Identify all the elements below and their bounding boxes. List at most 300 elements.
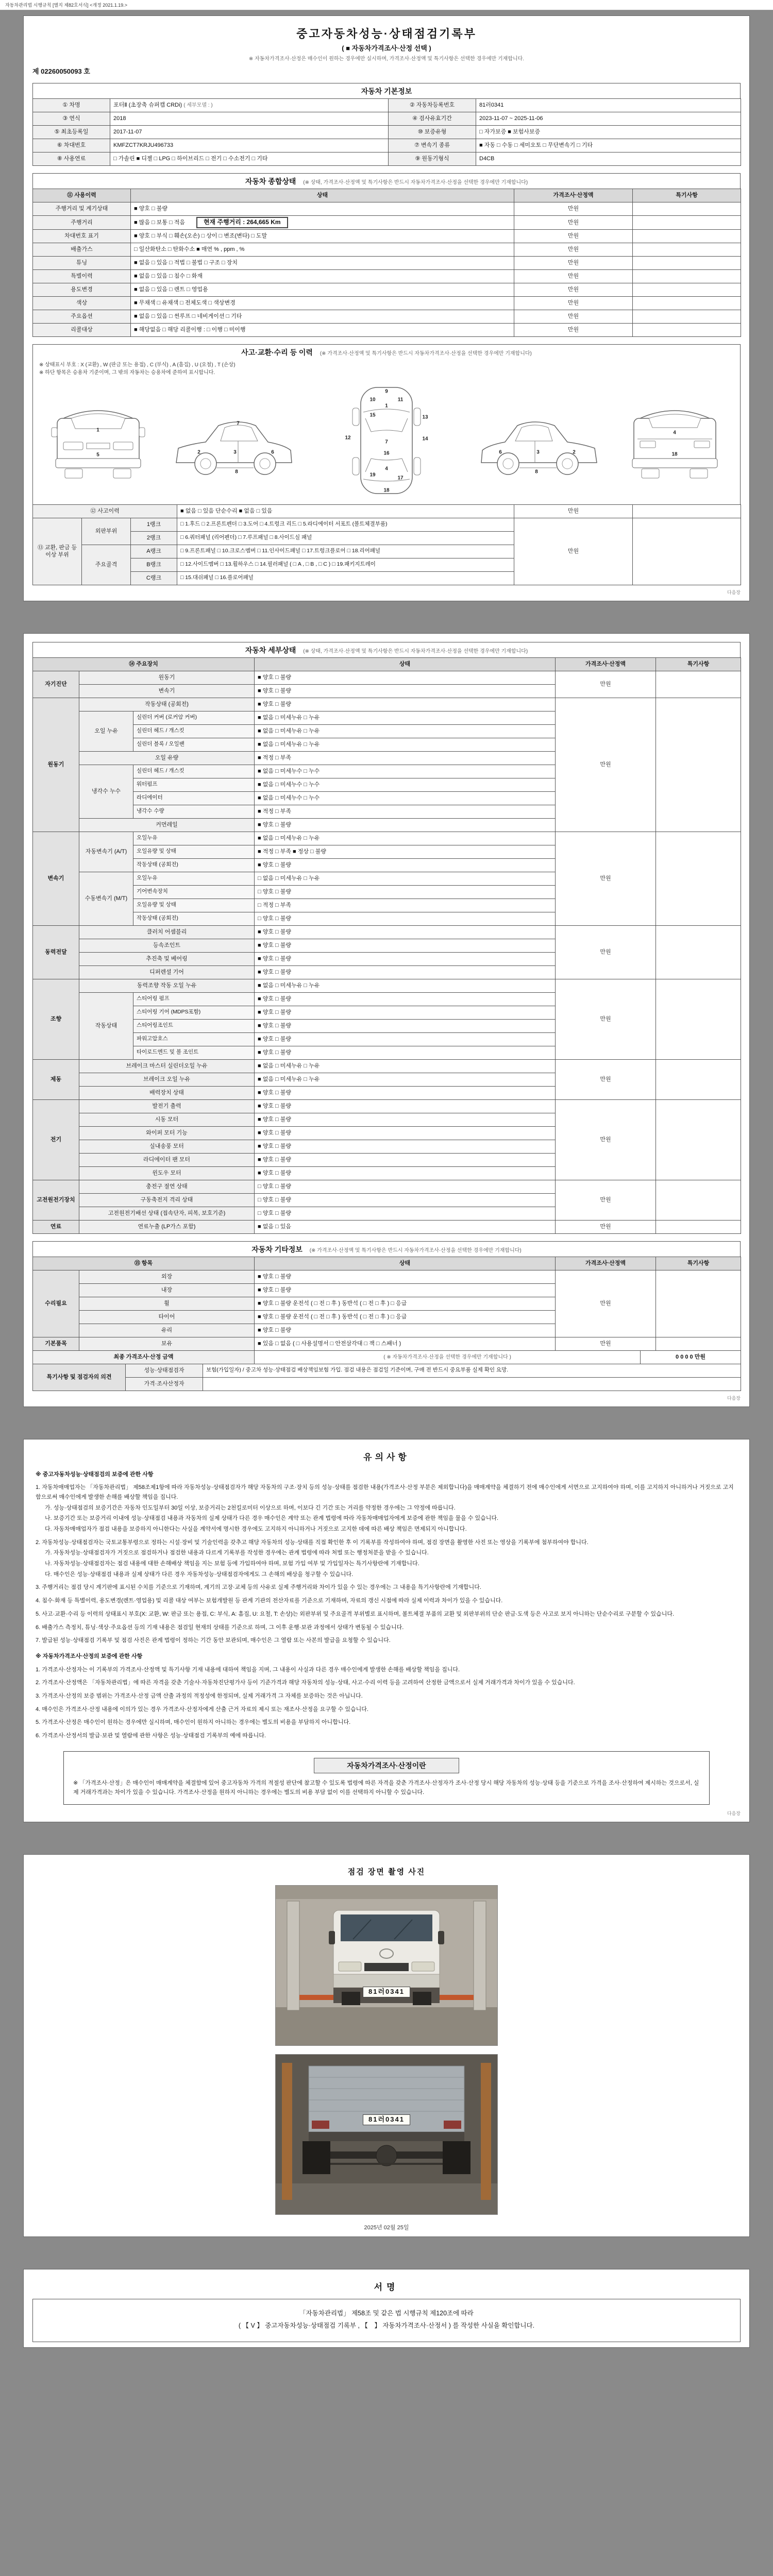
table-cell: 수동변속기 (M/T): [79, 872, 133, 925]
accident-legend-symbols: ※ 상태표시 부호 : X (교환) , W (판금 또는 용접) , C (부식) , A (흠집) , U (요철) , T (손상): [39, 362, 236, 368]
table-cell: □ 양호 □ 불량: [255, 1193, 556, 1207]
table-cell: [633, 323, 741, 336]
notice-line: ※ 중고자동차성능·상태점검의 보증에 관한 사항: [36, 1471, 154, 1478]
panel-signature: [23, 2269, 750, 2348]
table-cell: ■ 무채색 □ 유채색 □ 전체도색 □ 색상변경: [131, 296, 514, 310]
notice-line: 3. 가격조사·산정의 보증 범위는 가격조사·산정 금액 산출 과정의 적정성에 한정되며, 실제 거래가격 그 자체를 보증하는 것은 아닙니다.: [36, 1692, 363, 1699]
accident-legend-note: ※ 하단 항목은 승용차 기준이며, 그 밖의 자동차는 승용차에 준하여 표시합니다.: [39, 369, 215, 376]
table-cell: ■ 양호 □ 불량: [255, 1032, 556, 1046]
truck-rear-photo-illustration: [276, 2055, 497, 2214]
table-cell: 리콜대상: [33, 323, 131, 336]
table-cell: A랭크: [131, 545, 177, 558]
table-cell: 만원: [556, 1059, 656, 1099]
table-cell: 가격조사·산정액: [556, 657, 656, 671]
table-cell: □ 일산화탄소 □ 탄화수소 ■ 매연 % , ppm , %: [131, 243, 514, 256]
table-cell: 가격조사·산정액: [556, 1257, 656, 1270]
section-other: [32, 1241, 741, 1257]
table-cell: 워터펌프: [133, 778, 255, 791]
table-cell: 차대번호 표기: [33, 229, 131, 243]
table-cell: 배출가스: [33, 243, 131, 256]
table-cell: ■ 양호 □ 불량 운전석 ( □ 전 □ 후 ) 동반석 ( □ 전 □ 후 ) □ 응급: [255, 1310, 556, 1324]
table-cell: ■ 양호 □ 불량: [255, 952, 556, 965]
table-cell: [656, 1337, 741, 1350]
car-rear-diagram: [617, 381, 733, 500]
table-cell: [633, 243, 741, 256]
table-cell: □ 양호 □ 불량: [255, 1180, 556, 1193]
table-cell: 주요옵션: [33, 310, 131, 323]
notice-line: 4. 매수인은 가격조사·산정 내용에 이의가 있는 경우 가격조사·산정자에게 산출 근거 자료의 제시 또는 재조사·산정을 요구할 수 있습니다.: [36, 1706, 368, 1713]
panel-notices: [23, 1439, 750, 1822]
table-cell: [656, 1180, 741, 1220]
table-cell: □ 자가보증 ■ 보험사보증: [476, 126, 741, 139]
table-cell: ③ 연식: [33, 112, 110, 126]
table-cell: □ 양호 □ 불량: [255, 885, 556, 899]
table-cell: ■ 없음 □ 있음 □ 침수 □ 화재: [131, 269, 514, 283]
panel-number-marker: 17: [397, 475, 404, 481]
table-cell: ■ 없음 □ 있음: [255, 1220, 556, 1233]
notice-line: 나. 보증기간 또는 보증거리 이내에 성능·상태점검 내용과 자동차의 실제 상태가 다른 경우 매수인은 계약 또는 관계 법령에 따라 자동차매매업자에게 보증에 관한 책임을 물을 수 있습니다.: [45, 1515, 499, 1522]
table-cell: ■ 없음 □ 미세누유 □ 누유: [255, 724, 556, 738]
table-cell: 보험(가입일자) / 중고차 성능·상태점검 배상책임보험 가입. 점검 내용은 점검일 기준이며, 구매 전 반드시 중요부품 실제 확인 요망.: [203, 1364, 741, 1377]
table-cell: D4CB: [476, 152, 741, 166]
table-cell: ■ 양호 □ 불량: [255, 992, 556, 1006]
table-cell: ■ 양호 □ 불량: [255, 698, 556, 711]
table-cell: ( ※ 자동차가격조사·산정을 선택한 경우에만 기재합니다 ): [255, 1350, 641, 1364]
section-accident-note: (※ 가격조사·산정액 및 특기사항은 반드시 자동차가격조사·산정을 선택한 경우에만 기재합니다): [320, 350, 532, 357]
table-cell: [633, 216, 741, 230]
panel-number-marker: 18: [671, 451, 678, 457]
notice-line: 다. 자동차매매업자가 점검 내용을 보증하지 아니한다는 사실을 계약서에 명시한 경우에도 고지하지 아니하거나 거짓으로 고지한 데에 따른 배상 책임은 면제되지 아니합니다.: [45, 1526, 467, 1533]
notice-line: 1. 가격조사·산정자는 이 기록부의 가격조사·산정액 및 특기사항 기재 내용에 대하여 책임을 지며, 그 내용이 사실과 다른 경우 매수인에게 발생한 손해를 배상할 책임을 집니다.: [36, 1666, 460, 1673]
table-cell: ⑥ 차대번호: [33, 139, 110, 152]
table-cell: 특기사항: [656, 657, 741, 671]
table-cell: ⑤ 최초등록일: [33, 126, 110, 139]
panel-number-marker: 6: [499, 449, 502, 455]
panel-number-marker: 4: [673, 430, 676, 436]
table-cell: ■ 없음 □ 미세누유 □ 누유: [255, 1073, 556, 1086]
table-cell: 윈도우 모터: [79, 1166, 255, 1180]
panel-number-marker: 6: [271, 449, 274, 455]
table-cell: 와이퍼 모터 기능: [79, 1126, 255, 1140]
table-cell: ■ 양호 □ 불량: [255, 1140, 556, 1153]
license-plate: 81러0341: [363, 2114, 410, 2125]
table-cell: 오일누유: [133, 872, 255, 885]
table-cell: ■ 적정 □ 부족: [255, 751, 556, 765]
title-note: ※ 자동차가격조사·산정은 매수인이 원하는 경우에만 실시하며, 가격조사·산정액 및 특기사항은 선택한 경우에만 기재합니다.: [248, 56, 525, 62]
cell-text: ( 세부모델 : ): [183, 103, 213, 109]
truck-front-photo-illustration: [276, 1886, 497, 2045]
title-subtitle: ( ■ 자동차가격조사·산정 선택 ): [342, 44, 431, 52]
section-detail-note: (※ 상태, 가격조사·산정액 및 특기사항은 반드시 자동차가격조사·산정을 선택한 경우에만 기재합니다): [303, 648, 528, 654]
accident-history-table: [32, 504, 741, 585]
table-cell: 실린더 헤드 / 개스킷: [133, 765, 255, 778]
table-cell: ■ 양호 □ 불량: [255, 1126, 556, 1140]
signature-title: 서명: [374, 2282, 399, 2292]
signature-line2: ( 【 V 】 중고자동차성능·상태점검 기록부 , 【 】 자동차가격조사·산정서 ) 를 작성한 사실을 확인합니다.: [238, 2321, 535, 2329]
price-definition-box: [63, 1751, 710, 1805]
panel-number-marker: 3: [233, 449, 237, 455]
panel-number-marker: 16: [383, 450, 390, 456]
table-cell: ■ 양호 □ 불량: [255, 965, 556, 979]
car-damage-diagrams: [32, 377, 741, 504]
section-accident-title: 사고·교환·수리 등 이력: [241, 348, 313, 357]
panel-number-marker: 18: [383, 487, 390, 494]
panel-number-marker: 7: [237, 420, 240, 427]
panel-number-marker: 11: [397, 397, 404, 403]
table-cell: 스티어링 기어 (MDPS포함): [133, 1006, 255, 1019]
table-cell: 배력장치 상태: [79, 1086, 255, 1099]
table-cell: ⑩ 보증유형: [389, 126, 476, 139]
table-cell: ■ 양호 □ 불량: [255, 671, 556, 684]
inspector-opinion-table: [32, 1364, 741, 1391]
table-cell: 고전원전기배선 상태 (접속단자, 피복, 보호기준): [79, 1207, 255, 1220]
table-cell: 특기사항: [633, 189, 741, 202]
page-continue-label: 다음장: [727, 589, 741, 595]
section-basic-info: [32, 83, 741, 98]
table-cell: 냉각수 수량: [133, 805, 255, 818]
table-cell: 작동상태 (공회전): [133, 912, 255, 925]
table-cell: 주행거리 및 계기상태: [33, 202, 131, 216]
table-cell: ■ 없음 □ 있음 □ 썬루프 □ 네비게이션 □ 기타: [131, 310, 514, 323]
table-cell: 변속기: [33, 832, 79, 925]
table-cell: 수리필요: [33, 1270, 79, 1337]
table-cell: 만원: [514, 310, 633, 323]
table-cell: ■ 있음 □ 없음 ( □ 사용설명서 □ 안전삼각대 □ 잭 □ 스패너 ): [255, 1337, 556, 1350]
table-cell: 연료누출 (LP가스 포함): [79, 1220, 255, 1233]
table-cell: ⑭ 주요장치: [33, 657, 255, 671]
notice-line: 가. 성능·상태점검의 보증기간은 자동차 인도일부터 30일 이상, 보증거리는 2천킬로미터 이상으로 하며, 이보다 긴 기간 또는 거리를 약정한 경우에는 그 약정에 따릅니다.: [45, 1504, 456, 1511]
table-cell: 작동상태 (공회전): [79, 698, 255, 711]
table-cell: 연료: [33, 1220, 79, 1233]
table-cell: 상태: [255, 657, 556, 671]
table-cell: 색상: [33, 296, 131, 310]
table-cell: 실린더 커버 (로커암 커버): [133, 711, 255, 724]
table-cell: 상태: [131, 189, 514, 202]
table-cell: ■ 없음 □ 있음 □ 적법 □ 불법 □ 구조 □ 장치: [131, 256, 514, 269]
photos-title: 점검 장면 촬영 사진: [347, 1868, 426, 1876]
page-continue-label: 다음장: [727, 1395, 741, 1401]
car-front-diagram: [40, 381, 156, 500]
table-cell: 가격조사·산정액: [514, 189, 633, 202]
panel-photos: [23, 1854, 750, 2237]
table-cell: 성능·상태점검자: [126, 1364, 203, 1377]
table-cell: C랭크: [131, 571, 177, 585]
table-cell: [633, 296, 741, 310]
car-top-diagram: [312, 381, 461, 500]
table-cell: 0 0 0 0 만원: [641, 1350, 741, 1364]
page-title: 중고자동차성능·상태점검기록부: [296, 27, 477, 40]
table-cell: 주행거리: [33, 216, 131, 230]
table-cell: [203, 1377, 741, 1391]
panel-number-marker: 19: [369, 472, 376, 478]
table-cell: 기본품목: [33, 1337, 79, 1350]
table-cell: ■ 양호 □ 불량: [255, 1113, 556, 1126]
table-cell: ■ 양호 □ 불량: [255, 818, 556, 832]
table-cell: [633, 202, 741, 216]
table-cell: 오일유량 및 상태: [133, 845, 255, 858]
notice-line: 다. 매수인은 성능·상태점검 내용과 실제 상태가 다른 경우 자동차성능·상태점검자에게도 그 손해의 배상을 청구할 수 있습니다.: [45, 1571, 354, 1578]
table-cell: ■ 양호 □ 불량: [255, 1006, 556, 1019]
table-cell: □ 6.쿼터패널 (리어펜더) □ 7.루프패널 □ 8.사이드실 패널: [177, 531, 514, 545]
table-cell: □ 없음 □ 미세누유 □ 누유: [255, 872, 556, 885]
table-cell: □ 가솔린 ■ 디젤 □ LPG □ 하이브리드 □ 전기 □ 수소전기 □ 기타: [110, 152, 389, 166]
table-cell: 브레이크 마스터 실린더오일 누유: [79, 1059, 255, 1073]
table-cell: 냉각수 누수: [79, 765, 133, 818]
panel-number-marker: 3: [536, 449, 540, 455]
notice-line: 2. 가격조사·산정액은 「자동차관리법」에 따른 자격을 갖춘 기술사·자동차진단평가사 등이 기준가격과 해당 자동차의 성능·상태, 사고·수리 이력 등을 고려하여 산정한 금액으로서 실제 거래가격과 차이가 있을 수 있습니다.: [36, 1680, 575, 1686]
section-overall: [32, 173, 741, 189]
table-cell: ■ 없음 □ 미세누수 □ 누수: [255, 765, 556, 778]
table-cell: 2018: [110, 112, 389, 126]
table-cell: 조향: [33, 979, 79, 1059]
table-cell: 만원: [556, 979, 656, 1059]
section-other-note: (※ 가격조사·산정액 및 특기사항은 반드시 자동차가격조사·산정을 선택한 경우에만 기재합니다): [309, 1247, 522, 1253]
table-cell: 1랭크: [131, 518, 177, 531]
table-cell: 특기사항 및 점검자의 의견: [33, 1364, 126, 1391]
car-left-side-diagram: [167, 381, 301, 500]
table-cell: ■ 양호 □ 불량: [255, 1153, 556, 1166]
table-cell: 스티어링조인트: [133, 1019, 255, 1032]
table-cell: ■ 없음 □ 미세누수 □ 누수: [255, 778, 556, 791]
table-cell: [656, 1220, 741, 1233]
table-cell: ■ 자동 □ 수동 □ 세미오토 □ 무단변속기 □ 기타: [476, 139, 741, 152]
notice-line: 가. 자동차성능·상태점검자가 거짓으로 점검하거나 점검한 내용과 다르게 기록부를 작성한 경우에는 관계 법령에 따라 처벌 또는 행정처분을 받을 수 있습니다.: [45, 1550, 429, 1556]
table-cell: ■ 양호 □ 불량 운전석 ( □ 전 □ 후 ) 동반석 ( □ 전 □ 후 ) □ 응급: [255, 1297, 556, 1310]
table-cell: 특별이력: [33, 269, 131, 283]
table-cell: 만원: [556, 832, 656, 925]
cell-text: ■ 많음 □ 보통 □ 적음: [134, 219, 185, 226]
table-cell: 만원: [514, 296, 633, 310]
table-cell: 등속조인트: [79, 939, 255, 952]
table-cell: [656, 832, 741, 925]
table-cell: 충전구 절연 상태: [79, 1180, 255, 1193]
table-cell: [633, 504, 741, 518]
table-cell: 만원: [556, 1220, 656, 1233]
table-cell: 작동상태: [79, 992, 133, 1059]
overall-condition-table: [32, 189, 741, 337]
table-cell: ■ 양호 □ 불량: [255, 1086, 556, 1099]
table-cell: 파워고압호스: [133, 1032, 255, 1046]
car-right-side-diagram: [472, 381, 606, 500]
table-cell: ■ 양호 □ 불량: [255, 858, 556, 872]
table-cell: 원동기: [79, 671, 255, 684]
notice-line: 나. 자동차성능·상태점검자는 점검 내용에 대한 손해배상 책임을 지는 보험 등에 가입하여야 하며, 보험 가입 여부 및 가입일자는 특기사항란에 기재합니다.: [45, 1561, 419, 1567]
table-cell: 용도변경: [33, 283, 131, 296]
table-cell: 만원: [556, 1099, 656, 1180]
table-cell: [633, 283, 741, 296]
table-cell: 동력전달: [33, 925, 79, 979]
price-definition-body: ※ 「가격조사·산정」은 매수인이 매매계약을 체결함에 있어 중고자동차 가격의 적절성 판단에 참고할 수 있도록 법령에 따른 자격을 갖춘 가격조사·산정자가 조사·산정 당시 해당 자동차의 성능·상태 등을 기준으로 가격을 조사·산정하여 제시하는 것으로서, 실제 거래가격과는 차이가 있을 수 있습니다. 가격조사·산정을 원하지 아니하는 경우에는 별도의 비용 부담 없이 이를 선택하지 아니할 수 있습니다.: [73, 1780, 699, 1795]
table-cell: 만원: [556, 1337, 656, 1350]
table-cell: ■ 없음 □ 미세누수 □ 누수: [255, 791, 556, 805]
table-cell: 만원: [514, 518, 633, 585]
table-cell: 2023-11-07 ~ 2025-11-06: [476, 112, 741, 126]
section-other-title: 자동차 기타정보: [251, 1245, 303, 1253]
table-cell: 상태: [255, 1257, 556, 1270]
table-cell: 스티어링 펌프: [133, 992, 255, 1006]
table-cell: ⑫ 사고이력: [33, 504, 177, 518]
table-cell: 자기진단: [33, 671, 79, 698]
table-cell: ■ 양호 □ 불량: [255, 684, 556, 698]
table-cell: 시동 모터: [79, 1113, 255, 1126]
table-cell: 발전기 출력: [79, 1099, 255, 1113]
table-cell: [656, 1270, 741, 1337]
panel-number-marker: 8: [535, 469, 538, 475]
table-cell: 휠: [79, 1297, 255, 1310]
table-cell: □ 12.사이드멤버 □ 13.휠하우스 □ 14.필러패널 ( □ A , □ B , □ C ) □ 19.패키지트레이: [177, 558, 514, 571]
table-cell: □ 9.프론트패널 □ 10.크로스멤버 □ 11.인사이드패널 □ 17.트렁크플로어 □ 18.리어패널: [177, 545, 514, 558]
table-cell: 만원: [514, 256, 633, 269]
form-reference: 자동차관리법 시행규칙 [별지 제82호서식] <개정 2021.1.19.>: [0, 0, 773, 10]
table-cell: ■ 양호 □ 불량: [255, 1046, 556, 1059]
table-cell: 만원: [514, 283, 633, 296]
notice-line: 6. 가격조사·산정서의 발급·보관 및 열람에 관한 사항은 성능·상태점검 기록부의 예에 따릅니다.: [36, 1733, 266, 1739]
table-cell: 2랭크: [131, 531, 177, 545]
table-cell: 81러0341: [476, 99, 741, 112]
table-cell: 자동변속기 (A/T): [79, 832, 133, 872]
table-cell: 가격·조사산정자: [126, 1377, 203, 1391]
table-cell: 2017-11-07: [110, 126, 389, 139]
table-cell: 외장: [79, 1270, 255, 1283]
table-cell: 구동축전지 격리 상태: [79, 1193, 255, 1207]
table-cell: ⑪ 사용이력: [33, 189, 131, 202]
table-cell: ■ 없음 □ 미세누유 □ 누유: [255, 738, 556, 751]
table-cell: 만원: [514, 269, 633, 283]
table-cell: 브레이크 오일 누유: [79, 1073, 255, 1086]
table-cell: 실린더 헤드 / 개스킷: [133, 724, 255, 738]
panel-number-marker: 12: [345, 435, 351, 441]
page: [0, 10, 773, 2368]
panel-number-marker: 8: [235, 469, 238, 475]
table-cell: [633, 310, 741, 323]
table-cell: 만원: [514, 243, 633, 256]
table-cell: 라디에이터: [133, 791, 255, 805]
table-cell: 만원: [514, 229, 633, 243]
notice-line: 6. 배출가스 측정치, 튜닝·색상·주요옵션 등의 기재 내용은 점검일 현재의 상태를 기준으로 하며, 그 이후 운행·보관 과정에서 상태가 변동될 수 있습니다.: [36, 1624, 404, 1631]
signature-box: [32, 2299, 741, 2342]
table-cell: [656, 979, 741, 1059]
panel-number-marker: 7: [385, 439, 388, 445]
detail-condition-table: [32, 657, 741, 1234]
table-cell: 주요골격: [82, 545, 131, 585]
panel-number-marker: 4: [385, 466, 388, 472]
basic-info-table: [32, 98, 741, 166]
table-cell: 고전원전기장치: [33, 1180, 79, 1220]
table-cell: [656, 1099, 741, 1180]
table-cell: [656, 698, 741, 832]
table-cell: ■ 해당없음 □ 해당 리콜이행 : □ 이행 □ 미이행: [131, 323, 514, 336]
section-overall-note: (※ 상태, 가격조사·산정액 및 특기사항은 반드시 자동차가격조사·산정을 선택한 경우에만 기재합니다): [303, 180, 528, 185]
table-cell: 전기: [33, 1099, 79, 1180]
panel-main-form: [23, 15, 750, 601]
table-cell: [656, 1059, 741, 1099]
table-cell: 오일 누유: [79, 711, 133, 751]
section-detail: [32, 642, 741, 657]
table-cell: ■ 없음 □ 미세누유 □ 누유: [255, 1059, 556, 1073]
inspection-photo-rear-underside: [275, 2054, 498, 2215]
page-continue-label: 다음장: [727, 1811, 741, 1816]
table-cell: 만원: [514, 504, 633, 518]
table-cell: ■ 양호 □ 불량: [255, 1099, 556, 1113]
table-cell: ② 자동차등록번호: [389, 99, 476, 112]
panel-number-marker: 2: [573, 449, 576, 455]
table-cell: ⑦ 변속기 종류: [389, 139, 476, 152]
table-cell: □ 15.대쉬패널 □ 16.플로어패널: [177, 571, 514, 585]
table-cell: ■ 양호 □ 부식 □ 훼손(오손) □ 상이 □ 변조(변타) □ 도말: [131, 229, 514, 243]
table-cell: 타이로드엔드 및 볼 조인트: [133, 1046, 255, 1059]
table-cell: ■ 없음 □ 있음 □ 렌트 □ 영업용: [131, 283, 514, 296]
table-cell: □ 1.후드 □ 2.프론트펜더 □ 3.도어 □ 4.트렁크 리드 □ 5.라디에이터 서포트 (볼트체결부품): [177, 518, 514, 531]
table-cell: B랭크: [131, 558, 177, 571]
table-cell: 추진축 및 베어링: [79, 952, 255, 965]
notices-list: [32, 1470, 741, 1741]
table-cell: 오일누유: [133, 832, 255, 845]
table-cell: 타이어: [79, 1310, 255, 1324]
table-cell: 내장: [79, 1283, 255, 1297]
table-cell: [656, 671, 741, 698]
table-cell: 만원: [556, 698, 656, 832]
table-cell: ① 차명: [33, 99, 110, 112]
table-cell: ■ 양호 □ 불량: [131, 202, 514, 216]
panel-number-marker: 13: [422, 414, 428, 420]
inspection-photo-front: [275, 1885, 498, 2046]
notice-line: 7. 발급된 성능·상태점검 기록부 및 점검 사진은 관계 법령이 정하는 기간 동안 보관되며, 매수인은 그 열람 또는 사본의 발급을 요청할 수 있습니다.: [36, 1637, 391, 1644]
table-cell: 최종 가격조사·산정 금액: [33, 1350, 255, 1364]
table-cell: [633, 518, 741, 585]
table-cell: □ 적정 □ 부족: [255, 899, 556, 912]
table-cell: 만원: [556, 925, 656, 979]
license-plate: 81러0341: [363, 1987, 410, 1997]
table-cell: 유리: [79, 1324, 255, 1337]
table-cell: 커먼레일: [79, 818, 255, 832]
table-cell: KMFZCT7KRJU496733: [110, 139, 389, 152]
table-cell: 동력조향 작동 오일 누유: [79, 979, 255, 992]
table-cell: 보유: [79, 1337, 255, 1350]
price-definition-title: 자동차가격조사·산정이란: [314, 1758, 459, 1773]
table-cell: 제동: [33, 1059, 79, 1099]
table-cell: ■ 양호 □ 불량: [255, 1283, 556, 1297]
section-detail-title: 자동차 세부상태: [245, 646, 296, 654]
table-cell: ■ 양호 □ 불량: [255, 1019, 556, 1032]
table-cell: ■ 양호 □ 불량: [255, 1166, 556, 1180]
cell-text: 포터Ⅱ (초장축 슈퍼캡 CRDi): [113, 102, 184, 109]
notice-line: 2. 자동차성능·상태점검자는 국토교통부령으로 정하는 시설·장비 및 기술인력을 갖추고 해당 자동차의 성능·상태를 직접 확인한 후 이 기록부를 작성하여야 하며, 점검 장면을 촬영한 사진 또는 영상을 기록부에 첨부하여야 합니다.: [36, 1539, 589, 1546]
panel-number-marker: 14: [422, 436, 428, 442]
table-cell: [110, 99, 389, 112]
table-cell: [656, 925, 741, 979]
table-cell: 변속기: [79, 684, 255, 698]
table-cell: ■ 양호 □ 불량: [255, 939, 556, 952]
table-cell: 만원: [514, 323, 633, 336]
section-basic-title: 자동차 기본정보: [361, 87, 412, 95]
table-cell: [633, 269, 741, 283]
table-cell: 만원: [556, 1270, 656, 1337]
panel-number-marker: 10: [369, 397, 376, 403]
notice-line: 5. 가격조사·산정은 매수인이 원하는 경우에만 실시하며, 매수인이 원하지 아니하는 경우에는 별도의 비용을 부담하지 아니합니다.: [36, 1719, 351, 1726]
table-cell: ■ 적정 □ 부족: [255, 805, 556, 818]
panel-number-marker: 1: [96, 427, 99, 433]
table-cell: 실린더 블록 / 오일팬: [133, 738, 255, 751]
panel-detail-condition: [23, 633, 750, 1407]
section-overall-title: 자동차 종합상태: [245, 177, 296, 185]
table-cell: 만원: [556, 1180, 656, 1220]
table-cell: [633, 229, 741, 243]
table-cell: 작동상태 (공회전): [133, 858, 255, 872]
panel-number-marker: 9: [385, 388, 388, 395]
table-cell: ⑮ 항목: [33, 1257, 255, 1270]
table-cell: ⑧ 사용연료: [33, 152, 110, 166]
photo-date: 2025년 02월 25일: [364, 2225, 409, 2231]
